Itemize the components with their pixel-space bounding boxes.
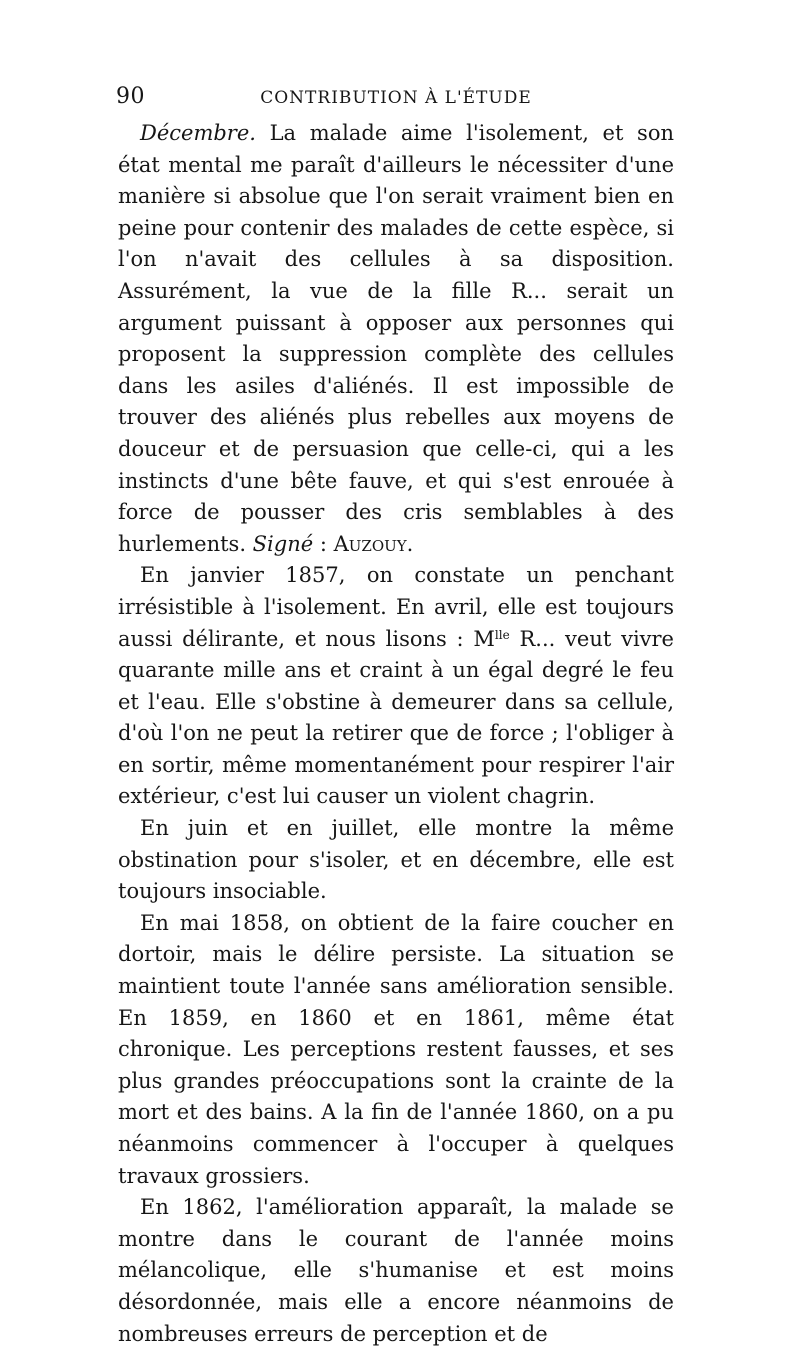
paragraph-text: R... veut vivre quarante mille ans et craint à un égal degré le feu et l'eau. Elle s'obstine à demeurer dans sa cellule, d'où l'on ne peut la retirer que de force ; l'obliger à en sortir, même momentanément pour respirer l'air extérieur, c'est lui causer un violent chagrin. [118, 626, 674, 809]
signed-separator: : [313, 531, 334, 556]
running-head [118, 78, 674, 118]
paragraph-lead-december: Décembre. [140, 121, 256, 145]
book-page [118, 78, 674, 1350]
page-number: 90 [116, 84, 145, 109]
body-text [118, 118, 674, 1350]
paragraph-december [118, 118, 674, 560]
signed-label: Signé [252, 531, 314, 556]
paragraph-june-july: En juin et en juillet, elle montre la même obstination pour s'isoler, et en décembre, elle est toujours insociable. [118, 816, 674, 904]
paragraph-text: En janvier 1857, on constate un penchant irrésistible à l'isolement. En avril, elle est toujours aussi délirante, et nous lisons : M [118, 563, 674, 651]
running-title: CONTRIBUTION À L'ÉTUDE [260, 88, 532, 108]
superscript-lle: lle [494, 627, 510, 642]
paragraph-1862: En 1862, l'amélioration apparaît, la malade se montre dans le courant de l'année moins mélancolique, elle s'humanise et est moins désordonnée, mais elle a encore néanmoins de nombreuses erreurs de perception et de [118, 1195, 674, 1346]
paragraph-january-1857 [118, 560, 674, 813]
paragraph-text: La malade aime l'isolement, et son état mental me paraît d'ailleurs le nécessiter d'une manière si absolue que l'on serait vraiment bien en peine pour contenir des malades de cette espèce, si l'on n'avait des cellules à sa disposition. Assurément, la vue de la fille R... serait un argument puissant à opposer aux personnes qui proposent la suppression complète des cellules dans les asiles d'aliénés. Il est impossible de trouver des aliénés plus rebelles aux moyens de douceur et de persuasion que celle-ci, qui a les instincts d'une bête fauve, et qui s'est enrouée à force de pousser des cris semblables à des hurlements. [118, 121, 674, 556]
signature-name: Auzouy. [333, 531, 414, 556]
paragraph-may-1858: En mai 1858, on obtient de la faire coucher en dortoir, mais le délire persiste. La situation se maintient toute l'année sans amélioration sensible. En 1859, en 1860 et en 1861, même état chronique. Les perceptions restent fausses, et ses plus grandes préoccupations sont la crainte de la mort et des bains. A la fin de l'année 1860, on a pu néanmoins commencer à l'occuper à quelques travaux grossiers. [118, 910, 674, 1188]
